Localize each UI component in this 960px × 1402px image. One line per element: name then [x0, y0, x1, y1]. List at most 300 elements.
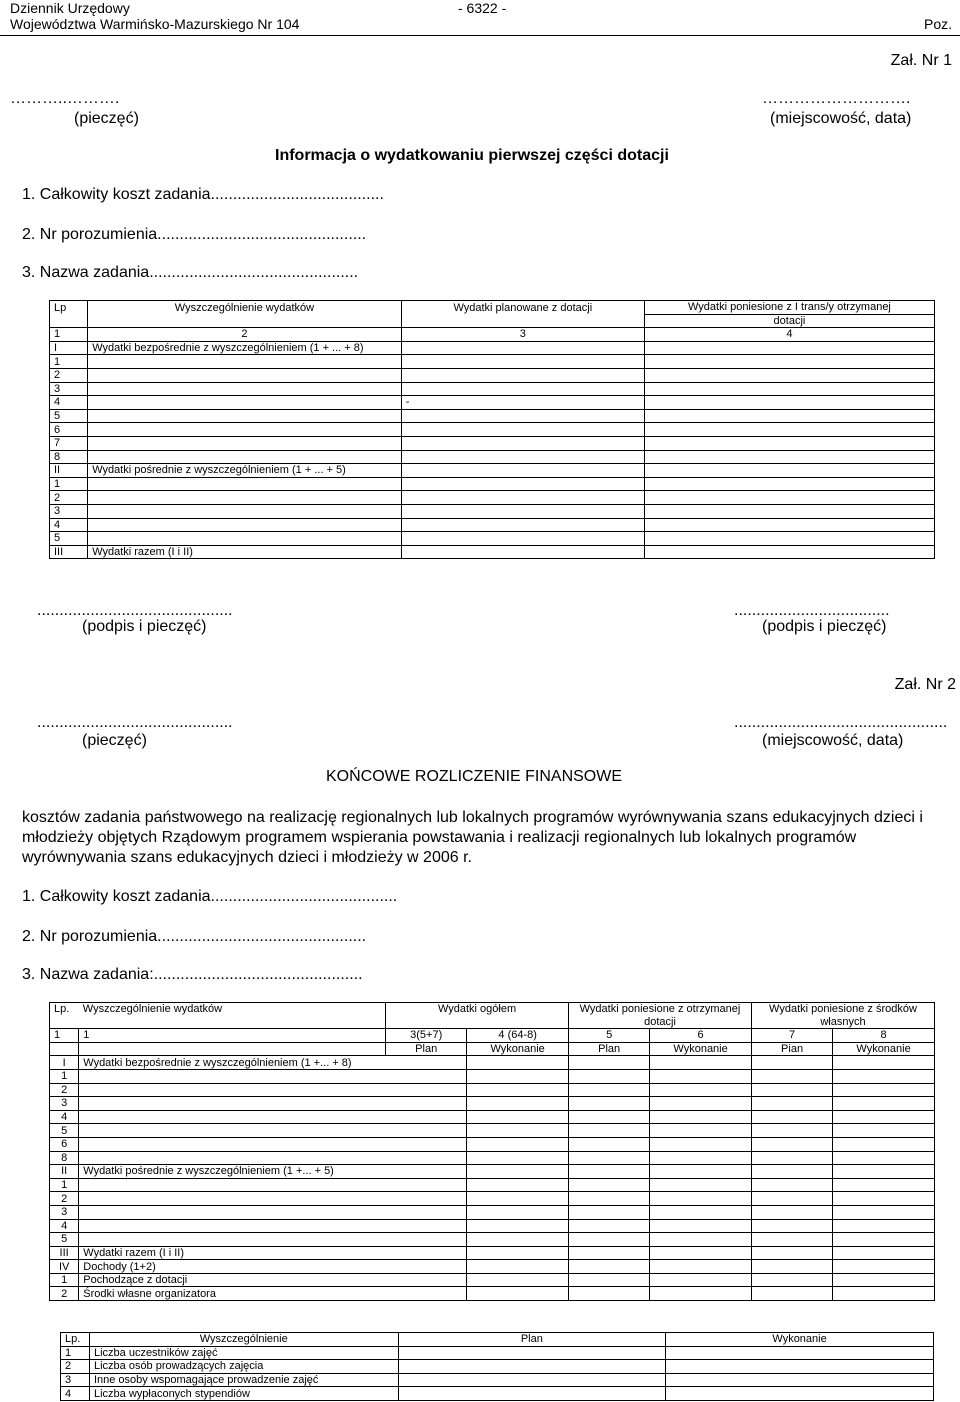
- row-lp: 3: [50, 504, 88, 518]
- row-value-cell: [751, 1287, 832, 1301]
- row-value-cell: [650, 1151, 752, 1165]
- table-header-row: [50, 1003, 935, 1016]
- row-value-cell: [751, 1233, 832, 1247]
- table-row: [50, 532, 935, 546]
- row-lp: II: [50, 1165, 79, 1179]
- att2-stamp-dots: ............................................: [37, 714, 233, 731]
- row-value-cell: [833, 1287, 935, 1301]
- row-value-cell: [751, 1260, 832, 1274]
- table-row: [50, 491, 935, 505]
- att2-date-dots: ................................................: [734, 714, 948, 731]
- exec-cell: Wykonanie: [650, 1042, 752, 1056]
- plan-cell: Plan: [386, 1042, 467, 1056]
- header-total: Wydatki ogółem: [386, 1003, 569, 1016]
- row-value-cell: [467, 1260, 569, 1274]
- att1-sig-left-caption: (podpis i pieczęć): [82, 618, 207, 635]
- row-value-cell: [569, 1069, 650, 1083]
- num-cell: 6: [650, 1029, 752, 1043]
- row-spec: Inne osoby wspomagające prowadzenie zajęć: [89, 1373, 398, 1387]
- header-total-cont: [386, 1016, 569, 1029]
- row-spec: Dochody (1+2): [79, 1260, 467, 1274]
- plan-cell: Pian: [751, 1042, 832, 1056]
- header-own: Wydatki poniesione z środków: [751, 1003, 934, 1016]
- table-row: [50, 477, 935, 491]
- row-value-cell: [650, 1273, 752, 1287]
- row-value-cell: [467, 1097, 569, 1111]
- row-exec: [666, 1346, 934, 1360]
- table-row: [50, 355, 935, 369]
- table-row: [50, 1246, 935, 1260]
- row-value-cell: [650, 1165, 752, 1179]
- header-grant: Wydatki poniesione z otrzymanej: [569, 1003, 752, 1016]
- journal-subtitle: Województwa Warmińsko-Mazurskiego Nr 104: [10, 16, 300, 32]
- row-value-cell: [467, 1287, 569, 1301]
- row-planned: -: [401, 396, 644, 410]
- table-number-row: [50, 1029, 935, 1043]
- att1-sig-left-dots: ............................................: [37, 602, 233, 619]
- exec-cell: Wykonanie: [833, 1042, 935, 1056]
- att1-title: Informacja o wydatkowaniu pierwszej części dotacji: [275, 147, 669, 164]
- row-value-cell: [833, 1260, 935, 1274]
- row-lp: 4: [50, 1219, 79, 1233]
- row-value-cell: [751, 1110, 832, 1124]
- row-planned: [401, 341, 644, 355]
- row-value-cell: [833, 1192, 935, 1206]
- row-spec: [79, 1137, 467, 1151]
- row-spec: [88, 409, 402, 423]
- row-incurred: [644, 382, 934, 396]
- row-value-cell: [467, 1273, 569, 1287]
- num-cell: 5: [569, 1029, 650, 1043]
- row-spec: [79, 1192, 467, 1206]
- row-lp: 4: [50, 518, 88, 532]
- row-value-cell: [751, 1056, 832, 1070]
- att1-stamp-caption: (pieczęć): [74, 110, 139, 127]
- position-label: Poz.: [923, 16, 952, 32]
- row-lp: 1: [50, 1178, 79, 1192]
- row-value-cell: [467, 1151, 569, 1165]
- row-spec: [88, 491, 402, 505]
- table-row: [50, 1219, 935, 1233]
- num-cell: 1: [50, 1029, 79, 1043]
- row-value-cell: [467, 1205, 569, 1219]
- row-incurred: [644, 423, 934, 437]
- row-value-cell: [467, 1110, 569, 1124]
- row-planned: [401, 464, 644, 478]
- header-spec: Wyszczególnienie: [89, 1333, 398, 1347]
- row-lp: IV: [50, 1260, 79, 1274]
- row-planned: [401, 532, 644, 546]
- row-value-cell: [569, 1083, 650, 1097]
- header-lp: Lp: [50, 301, 88, 315]
- att1-table-body: [50, 341, 935, 559]
- table-row: [50, 1110, 935, 1124]
- row-spec: [88, 532, 402, 546]
- row-spec: [88, 396, 402, 410]
- att1-field-task-name: 3. Nazwa zadania...............................................: [22, 264, 359, 281]
- row-lp: 6: [50, 1137, 79, 1151]
- att2-field-agreement: 2. Nr porozumienia...............................................: [22, 928, 367, 945]
- row-spec: Liczba wypłaconych stypendiów: [89, 1387, 398, 1401]
- att1-expense-table: [49, 300, 935, 559]
- header-lp-cont: [50, 314, 88, 328]
- header-grant-line2: dotacji: [569, 1016, 752, 1029]
- row-value-cell: [467, 1137, 569, 1151]
- num-cell: 8: [833, 1029, 935, 1043]
- att1-field-agreement: 2. Nr porozumienia...............................................: [22, 226, 367, 243]
- row-value-cell: [650, 1056, 752, 1070]
- row-spec: [79, 1083, 467, 1097]
- table-row: [50, 545, 935, 559]
- blank-cell: [79, 1042, 386, 1056]
- row-spec: Wydatki bezpośrednie z wyszczególnieniem (1 + ... + 8): [88, 341, 402, 355]
- table-row: [50, 1260, 935, 1274]
- row-lp: III: [50, 1246, 79, 1260]
- att2-label: Zał. Nr 2: [894, 676, 956, 693]
- row-lp: 8: [50, 1151, 79, 1165]
- num-cell: 3(5+7): [386, 1029, 467, 1043]
- row-value-cell: [569, 1205, 650, 1219]
- row-spec: Liczba osób prowadzących zajęcia: [89, 1360, 398, 1374]
- row-value-cell: [833, 1219, 935, 1233]
- row-value-cell: [650, 1205, 752, 1219]
- row-value-cell: [569, 1165, 650, 1179]
- num-cell: 1: [79, 1029, 386, 1043]
- att2-date-caption: (miejscowość, data): [762, 732, 904, 749]
- row-value-cell: [751, 1137, 832, 1151]
- row-planned: [401, 491, 644, 505]
- row-lp: 5: [50, 532, 88, 546]
- att1-label: Zał. Nr 1: [890, 52, 952, 69]
- row-plan: [398, 1373, 666, 1387]
- header-own-line2: własnych: [751, 1016, 934, 1029]
- row-spec: Wydatki pośrednie z wyszczególnieniem (1 + ... + 5): [88, 464, 402, 478]
- row-value-cell: [833, 1110, 935, 1124]
- row-spec: Wydatki razem (I i II): [88, 545, 402, 559]
- row-value-cell: [833, 1056, 935, 1070]
- row-value-cell: [569, 1246, 650, 1260]
- row-spec: Pochodzące z dotacji: [79, 1273, 467, 1287]
- header-incurred-line1: Wydatki poniesione z I trans/y otrzymanej: [644, 301, 934, 315]
- row-lp: 3: [50, 1097, 79, 1111]
- header-spec: Wyszczególnienie wydatków: [88, 301, 402, 315]
- row-spec: [79, 1233, 467, 1247]
- table-row: [50, 1165, 935, 1179]
- exec-cell: Wykonanie: [467, 1042, 569, 1056]
- header-lp: Lp.: [50, 1003, 79, 1016]
- table-row: [50, 409, 935, 423]
- row-value-cell: [751, 1069, 832, 1083]
- table-row: [61, 1346, 934, 1360]
- row-incurred: [644, 450, 934, 464]
- att2-paragraph: kosztów zadania państwowego na realizację regionalnych lub lokalnych programów wyrównywania szans edukacyjnych dzieci i młodzieży objętych Rządowym programem wspierania powstawania i realizacji regionalnych lub lokalnych programów wyrównywania szans edukacyjnych dzieci i młodzieży w 2006 r.: [22, 809, 923, 866]
- att1-date-dots: ……………………….: [762, 90, 911, 107]
- row-value-cell: [569, 1151, 650, 1165]
- row-value-cell: [569, 1273, 650, 1287]
- header-exec: Wykonanie: [666, 1333, 934, 1347]
- row-lp: 1: [50, 355, 88, 369]
- row-spec: Środki własne organizatora: [79, 1287, 467, 1301]
- row-value-cell: [467, 1165, 569, 1179]
- row-spec: Wydatki pośrednie z wyszczególnieniem (1 +... + 5): [79, 1165, 467, 1179]
- row-value-cell: [650, 1137, 752, 1151]
- row-lp: 3: [50, 382, 88, 396]
- row-value-cell: [650, 1233, 752, 1247]
- row-value-cell: [751, 1151, 832, 1165]
- row-spec: [79, 1178, 467, 1192]
- table-row: [50, 1137, 935, 1151]
- table-row: [50, 464, 935, 478]
- row-value-cell: [833, 1178, 935, 1192]
- row-value-cell: [569, 1219, 650, 1233]
- row-planned: [401, 382, 644, 396]
- att2-participants-table: [60, 1332, 934, 1401]
- att2-stamp-caption: (pieczęć): [82, 732, 147, 749]
- row-lp: 1: [61, 1346, 90, 1360]
- row-plan: [398, 1346, 666, 1360]
- num-cell: 4: [644, 328, 934, 342]
- row-lp: 1: [50, 477, 88, 491]
- header-spec-cont: [79, 1016, 386, 1029]
- table-number-row: [50, 328, 935, 342]
- row-exec: [666, 1387, 934, 1401]
- row-value-cell: [569, 1110, 650, 1124]
- row-spec: [88, 450, 402, 464]
- row-spec: [88, 382, 402, 396]
- row-spec: [79, 1097, 467, 1111]
- row-incurred: [644, 368, 934, 382]
- row-lp: 2: [50, 1083, 79, 1097]
- table-row: [61, 1387, 934, 1401]
- row-value-cell: [467, 1056, 569, 1070]
- table-row: [61, 1360, 934, 1374]
- row-value-cell: [467, 1219, 569, 1233]
- row-lp: 2: [50, 368, 88, 382]
- row-value-cell: [833, 1097, 935, 1111]
- page-number: - 6322 -: [458, 0, 507, 16]
- att1-sig-right-caption: (podpis i pieczęć): [762, 618, 887, 635]
- row-incurred: [644, 491, 934, 505]
- table-row: [50, 1192, 935, 1206]
- row-planned: [401, 355, 644, 369]
- table-row: [50, 1273, 935, 1287]
- row-lp: 4: [50, 1110, 79, 1124]
- row-value-cell: [751, 1124, 832, 1138]
- row-spec: [79, 1219, 467, 1233]
- att2-table2-body: [61, 1346, 934, 1400]
- plan-cell: Plan: [569, 1042, 650, 1056]
- row-value-cell: [751, 1165, 832, 1179]
- row-incurred: [644, 545, 934, 559]
- row-value-cell: [650, 1192, 752, 1206]
- row-planned: [401, 450, 644, 464]
- table-row: [50, 1056, 935, 1070]
- row-lp: 1: [50, 1069, 79, 1083]
- row-value-cell: [833, 1124, 935, 1138]
- table-row: [50, 1205, 935, 1219]
- row-value-cell: [650, 1069, 752, 1083]
- table-row: [50, 504, 935, 518]
- row-incurred: [644, 464, 934, 478]
- row-value-cell: [650, 1083, 752, 1097]
- row-lp: 3: [61, 1373, 90, 1387]
- row-incurred: [644, 341, 934, 355]
- row-value-cell: [833, 1205, 935, 1219]
- num-cell: 3: [401, 328, 644, 342]
- row-value-cell: [751, 1273, 832, 1287]
- row-spec: [88, 477, 402, 491]
- row-value-cell: [751, 1083, 832, 1097]
- row-spec: [79, 1151, 467, 1165]
- table-row: [50, 1233, 935, 1247]
- row-spec: [79, 1124, 467, 1138]
- row-lp: 4: [61, 1387, 90, 1401]
- table-row: [50, 341, 935, 355]
- row-spec: [88, 355, 402, 369]
- row-value-cell: [467, 1192, 569, 1206]
- att2-field-task-name: 3. Nazwa zadania:...............................................: [22, 966, 363, 983]
- row-planned: [401, 436, 644, 450]
- row-value-cell: [833, 1273, 935, 1287]
- row-value-cell: [467, 1124, 569, 1138]
- row-incurred: [644, 504, 934, 518]
- table-header-row: [61, 1333, 934, 1347]
- header-spec: Wyszczególnienie wydatków: [79, 1003, 386, 1016]
- table-header-row: [50, 301, 935, 315]
- row-value-cell: [569, 1287, 650, 1301]
- header-incurred-line2: dotacji: [644, 314, 934, 328]
- num-cell: 2: [88, 328, 402, 342]
- row-planned: [401, 368, 644, 382]
- row-incurred: [644, 477, 934, 491]
- row-incurred: [644, 518, 934, 532]
- att1-sig-right-dots: ...................................: [734, 602, 890, 619]
- row-value-cell: [650, 1219, 752, 1233]
- row-incurred: [644, 532, 934, 546]
- row-value-cell: [467, 1233, 569, 1247]
- table-row: [50, 396, 935, 410]
- row-planned: [401, 545, 644, 559]
- row-incurred: [644, 396, 934, 410]
- header-lp-cont: [50, 1016, 79, 1029]
- row-exec: [666, 1373, 934, 1387]
- table-plan-exec-row: [50, 1042, 935, 1056]
- row-lp: 6: [50, 423, 88, 437]
- row-value-cell: [833, 1069, 935, 1083]
- blank-cell: [50, 1042, 79, 1056]
- row-value-cell: [569, 1137, 650, 1151]
- att2-settlement-table: [49, 1002, 935, 1301]
- row-spec: [79, 1205, 467, 1219]
- row-value-cell: [650, 1260, 752, 1274]
- row-planned: [401, 477, 644, 491]
- row-value-cell: [650, 1124, 752, 1138]
- row-value-cell: [751, 1192, 832, 1206]
- row-value-cell: [569, 1056, 650, 1070]
- att2-table-body: [50, 1056, 935, 1301]
- row-value-cell: [467, 1069, 569, 1083]
- table-row: [50, 1178, 935, 1192]
- row-spec: Wydatki razem (I i II): [79, 1246, 467, 1260]
- table-row: [50, 1151, 935, 1165]
- row-lp: I: [50, 341, 88, 355]
- num-cell: 1: [50, 328, 88, 342]
- row-planned: [401, 423, 644, 437]
- row-value-cell: [569, 1124, 650, 1138]
- row-plan: [398, 1360, 666, 1374]
- row-value-cell: [650, 1287, 752, 1301]
- table-header-row-2: [50, 1016, 935, 1029]
- row-value-cell: [569, 1260, 650, 1274]
- row-value-cell: [751, 1205, 832, 1219]
- att1-stamp-dots: ………..……….: [10, 90, 120, 107]
- row-value-cell: [650, 1246, 752, 1260]
- row-lp: 2: [61, 1360, 90, 1374]
- row-lp: III: [50, 545, 88, 559]
- row-value-cell: [751, 1219, 832, 1233]
- table-row: [50, 382, 935, 396]
- header-lp: Lp.: [61, 1333, 90, 1347]
- row-value-cell: [833, 1165, 935, 1179]
- row-value-cell: [569, 1233, 650, 1247]
- row-value-cell: [833, 1151, 935, 1165]
- row-spec: Wydatki bezpośrednie z wyszczególnieniem (1 +... + 8): [79, 1056, 467, 1070]
- row-lp: 4: [50, 396, 88, 410]
- row-lp: 2: [50, 491, 88, 505]
- row-value-cell: [467, 1083, 569, 1097]
- table-row: [50, 518, 935, 532]
- row-planned: [401, 409, 644, 423]
- row-lp: I: [50, 1056, 79, 1070]
- row-value-cell: [569, 1178, 650, 1192]
- row-exec: [666, 1360, 934, 1374]
- att2-title: KOŃCOWE ROZLICZENIE FINANSOWE: [326, 768, 623, 785]
- table-row: [50, 1083, 935, 1097]
- row-value-cell: [833, 1233, 935, 1247]
- row-lp: 7: [50, 436, 88, 450]
- table-row: [50, 1069, 935, 1083]
- header-plan: Plan: [398, 1333, 666, 1347]
- row-lp: II: [50, 464, 88, 478]
- header-rule: [0, 35, 960, 36]
- row-lp: 1: [50, 1273, 79, 1287]
- table-row: [50, 436, 935, 450]
- att1-field-cost: 1. Całkowity koszt zadania.......................................: [22, 186, 384, 203]
- row-spec: [79, 1069, 467, 1083]
- row-planned: [401, 504, 644, 518]
- num-cell: 7: [751, 1029, 832, 1043]
- row-value-cell: [569, 1097, 650, 1111]
- table-row: [61, 1373, 934, 1387]
- row-value-cell: [467, 1178, 569, 1192]
- header-planned: Wydatki planowane z dotacji: [401, 301, 644, 315]
- row-lp: 2: [50, 1192, 79, 1206]
- row-planned: [401, 518, 644, 532]
- row-lp: 5: [50, 1124, 79, 1138]
- table-row: [50, 423, 935, 437]
- row-value-cell: [751, 1178, 832, 1192]
- header-planned-cont: [401, 314, 644, 328]
- row-value-cell: [751, 1246, 832, 1260]
- row-value-cell: [751, 1097, 832, 1111]
- row-incurred: [644, 436, 934, 450]
- row-spec: [88, 368, 402, 382]
- row-value-cell: [833, 1137, 935, 1151]
- row-value-cell: [467, 1246, 569, 1260]
- row-lp: 8: [50, 450, 88, 464]
- table-row: [50, 1287, 935, 1301]
- table-row: [50, 450, 935, 464]
